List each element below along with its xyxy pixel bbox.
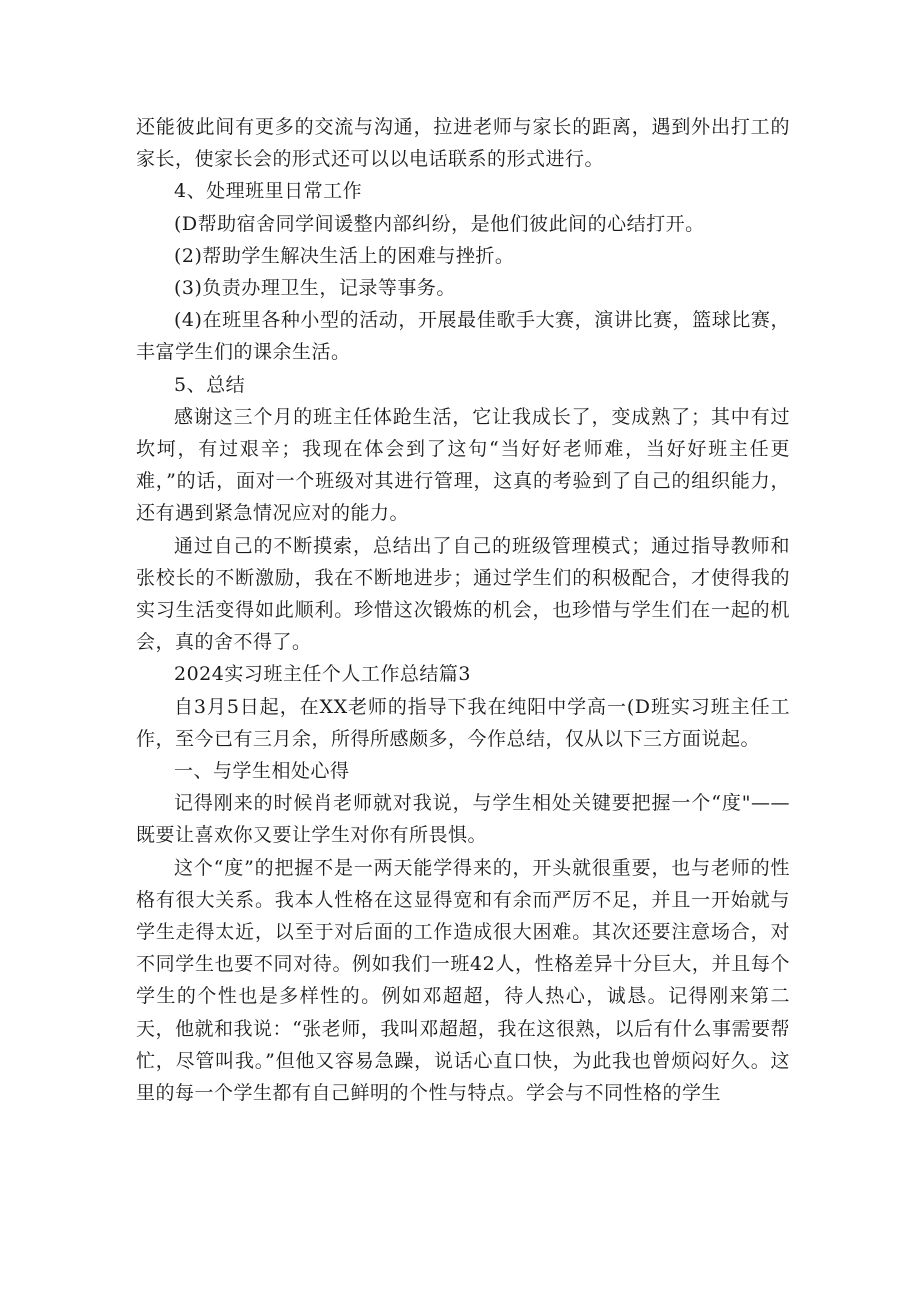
list-item-3: (3)负责办理卫生，记录等事务。 [174, 277, 456, 300]
section-heading-students: 一、与学生相处心得 [174, 760, 350, 783]
list-item-4: (4)在班里各种小型的活动，开展最佳歌手大赛，演讲比赛，篮球比赛，丰富学生们的课余生活。 [136, 309, 790, 364]
paragraph-thanks: 感谢这三个月的班主任体跄生活，它让我成长了，变成熟了；其中有过坎坷，有过艰辛；我现在体会到了这句“当好好老师难，当好好班主任更难，”的话，面对一个班级对其进行管理，这真的考验到了自己的组织能力，还有遇到紧急情况应对的能力。 [136, 405, 790, 525]
section-heading-daily-work: 4、处理班里日常工作 [174, 180, 363, 203]
paragraph-exploration: 通过自己的不断摸索，总结出了自己的班级管理模式；通过指导教师和张校长的不断激励，我在不断地进步；通过学生们的积极配合，才使得我的实习生活变得如此顺利。珍惜这次锻炼的机会，也珍惜与学生们在一起的机会，真的舍不得了。 [136, 534, 790, 654]
article-title: 2024实习班主任个人工作总结篇3 [174, 663, 471, 686]
list-item-2: (2)帮助学生解决生活上的困难与挫折。 [174, 244, 515, 267]
paragraph-personality: 这个“度”的把握不是一两天能学得来的，开头就很重要，也与老师的性格有很大关系。我本人性格在这显得宽和有余而严厉不足，并且一开始就与学生走得太近，以至于对后面的工作造成很大困难。其次还要注意场合，对不同学生也要不同对待。例如我们一班42人，性格差异十分巨大，并且每个学生的个性也是多样性的。例如邓超超，待人热心，诚恳。记得刚来第二天，他就和我说：“张老师，我叫邓超超，我在这很熟，以后有什么事需要帮忙，尽管叫我。”但他又容易急躁，说话心直口快，为此我也曾烦闷好久。这里的每一个学生都有自己鲜明的个性与特点。学会与不同性格的学生 [136, 856, 790, 1105]
section-heading-summary: 5、总结 [174, 373, 246, 396]
paragraph-intro: 自3月5日起，在XX老师的指导下我在纯阳中学高一(D班实习班主任工作，至今已有三月余，所得所感颇多，今作总结，仅从以下三方面说起。 [136, 695, 790, 750]
list-item-1: (D帮助宿舍同学间谖整内部纠纷，是他们彼此间的心结打开。 [174, 212, 705, 235]
document-body [136, 111, 790, 1109]
paragraph-continuation: 还能彼此间有更多的交流与沟通，拉进老师与家长的距离，遇到外出打工的家长，使家长会的形式还可以以电话联系的形式进行。 [136, 116, 790, 171]
paragraph-degree: 记得刚来的时候肖老师就对我说，与学生相处关键要把握一个“度"——既要让喜欢你又要让学生对你有所畏惧。 [136, 792, 790, 847]
